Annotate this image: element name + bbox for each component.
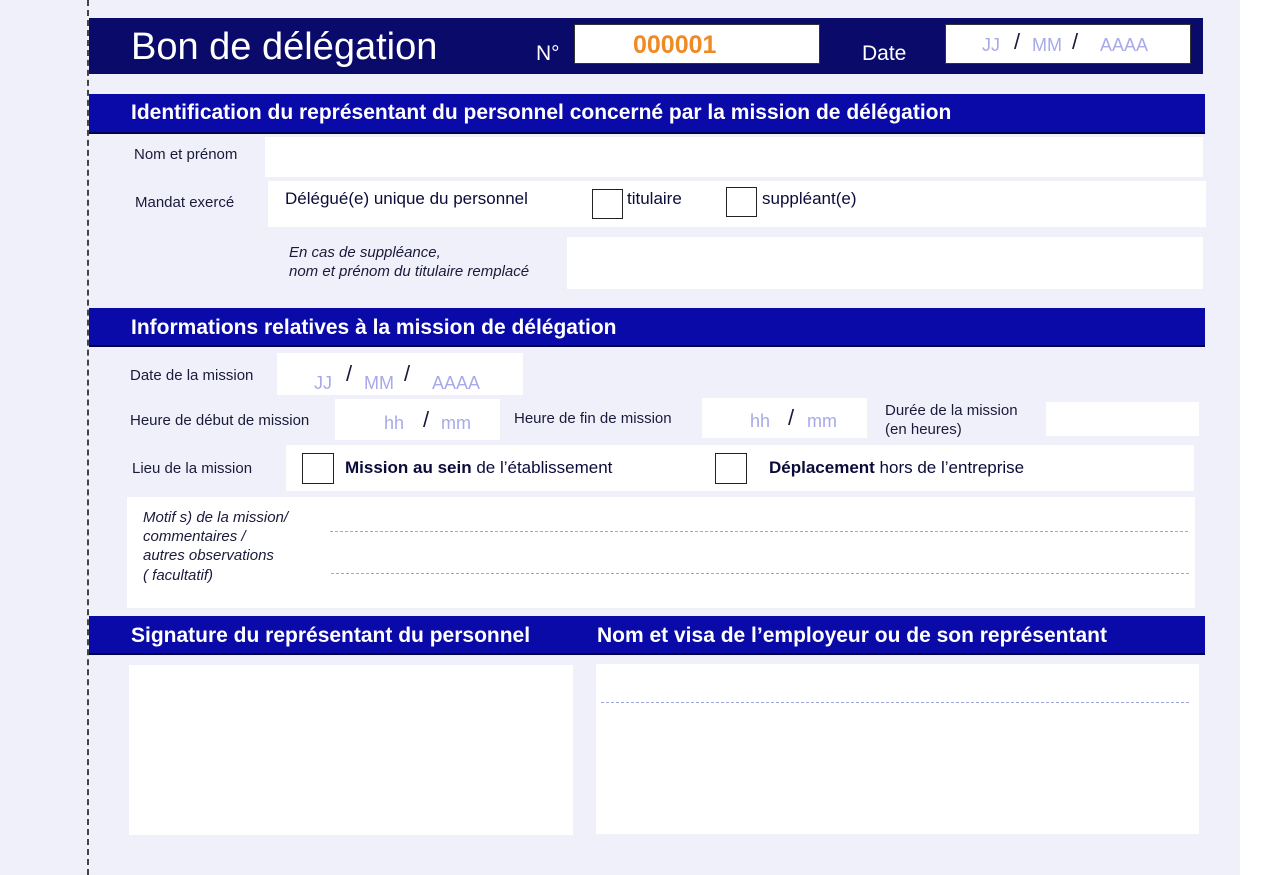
location-label: Lieu de la mission [132, 460, 253, 477]
section-identification-header [89, 94, 1205, 134]
section-signatures-header [89, 616, 1205, 655]
representative-signature-box[interactable] [129, 665, 573, 835]
on-site-checkbox[interactable] [302, 453, 334, 484]
on-site-label: Mission au sein de l’établissement [345, 458, 613, 477]
titulaire-label: titulaire [627, 189, 682, 208]
name-label: Nom et prénom [134, 146, 238, 163]
travel-checkbox[interactable] [715, 453, 747, 484]
page-margin [1240, 0, 1279, 875]
suppleant-label: suppléant(e) [762, 189, 857, 208]
mandate-field [268, 181, 1206, 227]
start-time-label: Heure de début de mission [130, 412, 310, 429]
mission-date-field[interactable] [277, 353, 523, 395]
minutes-placeholder: mm [807, 411, 837, 431]
start-time-field[interactable] [335, 399, 500, 440]
voucher-number: 000001 [633, 31, 717, 59]
form-header [89, 18, 1203, 74]
suppleant-checkbox[interactable] [726, 187, 757, 217]
duration-label-line1: Durée de la mission [885, 402, 1018, 419]
hours-placeholder: hh [750, 411, 771, 431]
location-options [286, 445, 1194, 491]
form-title: Bon de délégation [131, 26, 438, 68]
mandate-value: Délégué(e) unique du personnel [285, 189, 528, 208]
voucher-number-field[interactable] [574, 24, 820, 64]
month-placeholder: MM [364, 373, 394, 393]
hours-placeholder: hh [384, 413, 405, 433]
duration-label-line2: (en heures) [885, 421, 962, 438]
issue-date-field[interactable] [945, 24, 1191, 64]
date-separator: / [1014, 29, 1021, 54]
employer-title: Nom et visa de l’employeur ou de son représentant [597, 624, 1107, 647]
signature-title: Signature du représentant du personnel [131, 624, 531, 647]
day-placeholder: JJ [314, 373, 332, 393]
year-placeholder: AAAA [432, 373, 481, 393]
travel-label: Déplacement hors de l’entreprise [769, 458, 1025, 477]
section-mission-header [89, 308, 1205, 347]
number-label: N° [536, 42, 560, 65]
end-time-label: Heure de fin de mission [514, 410, 672, 427]
section-mission-title: Informations relatives à la mission de délégation [131, 316, 617, 339]
name-field[interactable] [265, 137, 1203, 177]
time-separator: / [423, 407, 430, 432]
minutes-placeholder: mm [441, 413, 471, 433]
employer-visa-box[interactable] [596, 664, 1199, 834]
section-identification-title: Identification du représentant du personnel concerné par la mission de délégation [131, 101, 952, 124]
titulaire-checkbox[interactable] [592, 189, 623, 219]
comments-writing-line [330, 531, 1188, 532]
replacement-label-line1: En cas de suppléance, [289, 244, 441, 261]
date-label: Date [862, 42, 907, 65]
day-placeholder: JJ [982, 35, 1000, 55]
replaced-titulaire-field[interactable] [567, 237, 1203, 289]
comments-field[interactable] [127, 497, 1195, 608]
month-placeholder: MM [1032, 35, 1062, 55]
comments-label-line2: commentaires / [143, 528, 246, 545]
mandate-label: Mandat exercé [135, 194, 235, 211]
date-separator: / [346, 361, 353, 386]
employer-name-line [601, 702, 1189, 703]
duration-field[interactable] [1046, 402, 1199, 436]
comments-label-line3: autres observations [143, 547, 274, 564]
year-placeholder: AAAA [1100, 35, 1149, 55]
date-separator: / [1072, 29, 1079, 54]
time-separator: / [788, 405, 795, 430]
replacement-label-line2: nom et prénom du titulaire remplacé [289, 263, 530, 280]
date-separator: / [404, 361, 411, 386]
end-time-field[interactable] [702, 398, 867, 438]
mission-date-label: Date de la mission [130, 367, 254, 384]
comments-writing-line [331, 573, 1189, 574]
comments-label-line4: ( facultatif) [143, 567, 214, 584]
comments-label-line1: Motif s) de la mission/ [143, 509, 289, 526]
